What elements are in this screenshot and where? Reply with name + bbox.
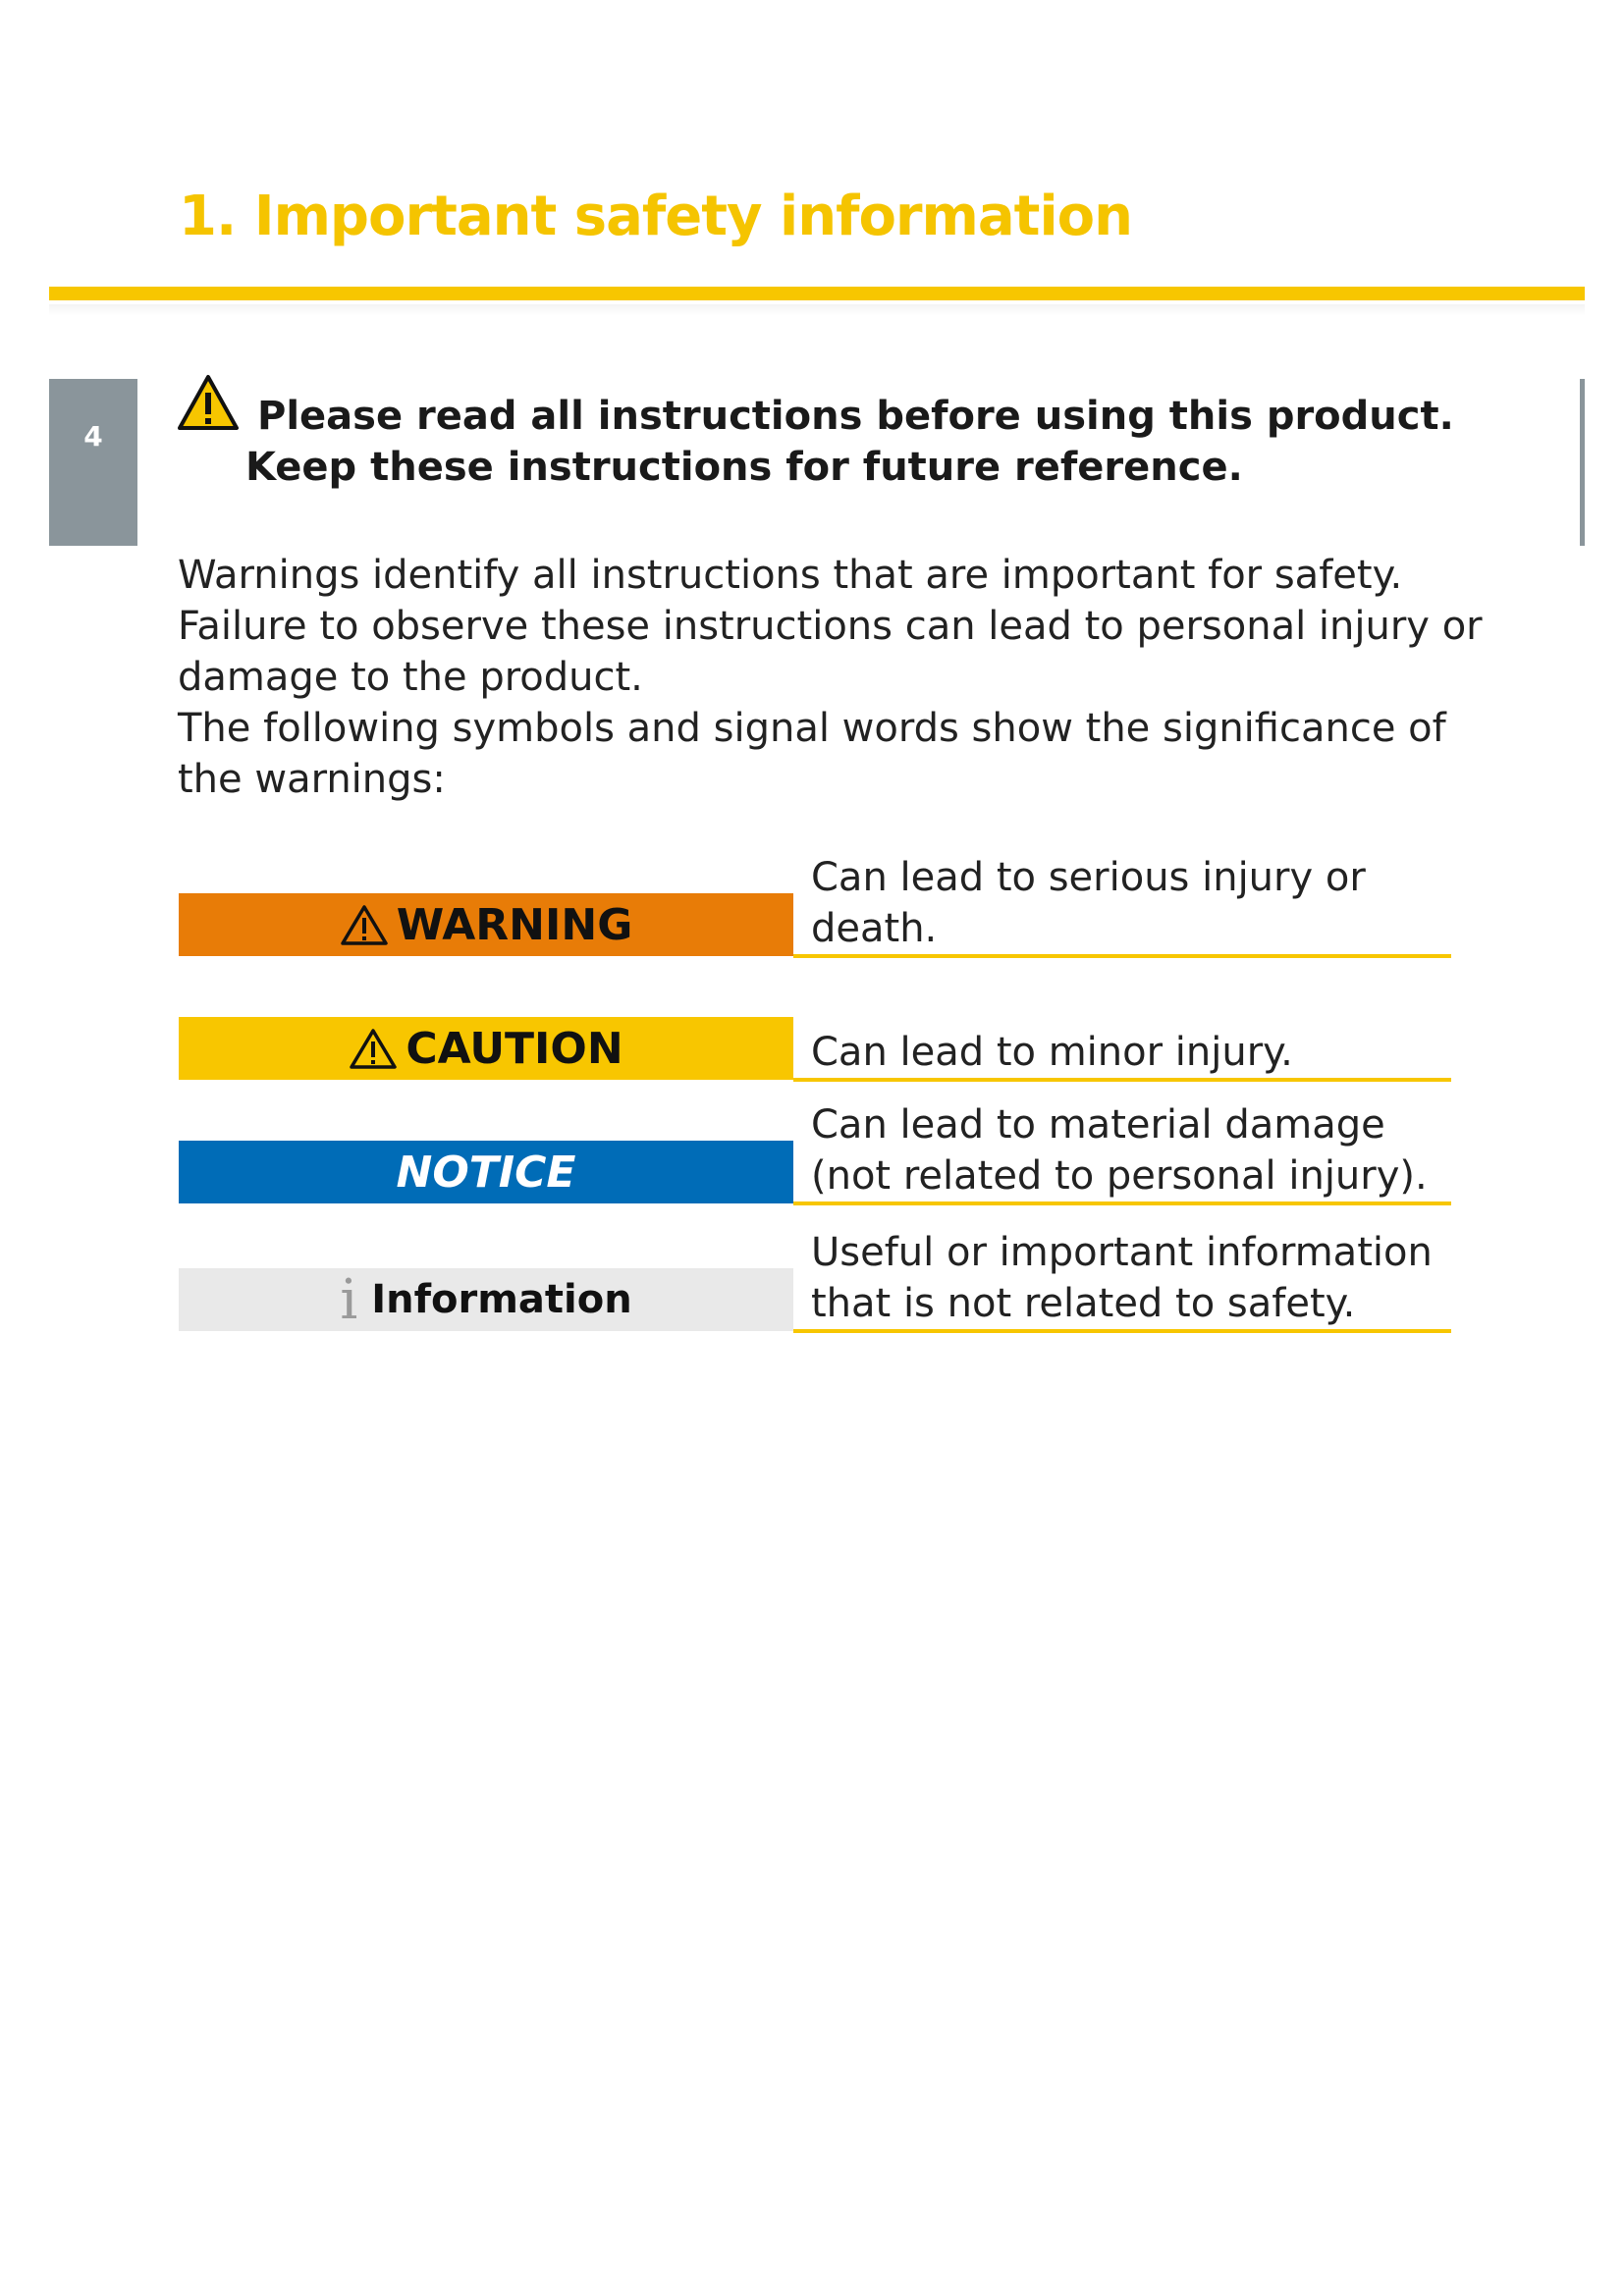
body-text <box>178 550 1484 805</box>
information-rule <box>793 1329 1451 1333</box>
page-number: 4 <box>83 420 103 453</box>
caution-rule <box>793 1078 1451 1082</box>
information-box <box>179 1268 793 1331</box>
signal-row-notice <box>179 1099 1451 1207</box>
info-icon: i <box>340 1267 358 1332</box>
notice-description: Can lead to material damage (not related to personal injury). <box>811 1102 1428 1199</box>
section-title: 1. Important safety information <box>179 185 1132 248</box>
warning-label: WARNING <box>396 899 633 950</box>
lead-instructions <box>245 391 1454 493</box>
notice-rule <box>793 1201 1451 1205</box>
page-tab <box>49 379 137 546</box>
body-paragraph-1: Warnings identify all instructions that are important for safety. Failure to observe these instructions can lead to personal injury or damage to the product. <box>178 553 1483 700</box>
warning-triangle-icon <box>177 373 240 432</box>
warning-triangle-icon <box>349 1027 398 1070</box>
caution-box <box>179 1017 793 1080</box>
lead-line-2: Keep these instructions for future reference. <box>245 445 1243 490</box>
warning-description: Can lead to serious injury or death. <box>811 855 1366 951</box>
body-paragraph-2: The following symbols and signal words show the significance of the warnings: <box>178 706 1446 802</box>
caution-label: CAUTION <box>406 1023 623 1074</box>
signal-row-information <box>179 1227 1451 1335</box>
signal-row-warning <box>179 852 1451 960</box>
warning-triangle-icon <box>340 903 389 946</box>
information-description: Useful or important information that is not related to safety. <box>811 1230 1433 1326</box>
title-rule <box>49 287 1585 300</box>
warning-box <box>179 893 793 956</box>
title-rule-shadow <box>49 304 1585 316</box>
notice-box: NOTICE <box>179 1141 793 1203</box>
page-edge-marker <box>1580 379 1585 546</box>
information-label: Information <box>371 1277 632 1322</box>
caution-description: Can lead to minor injury. <box>811 1030 1293 1075</box>
warning-rule <box>793 954 1451 958</box>
lead-line-1: Please read all instructions before using this product. <box>257 394 1454 439</box>
